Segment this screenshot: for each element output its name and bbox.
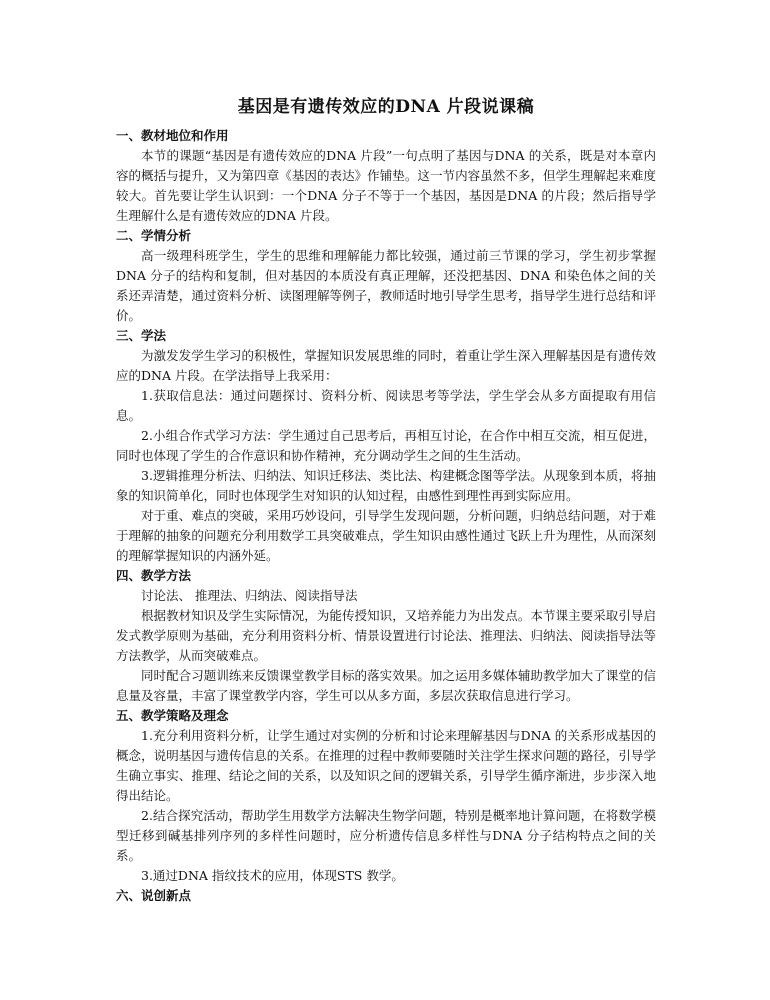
paragraph: 1.充分利用资料分析，让学生通过对实例的分析和讨论来理解基因与DNA 的关系形成基因的概念，说明基因与遗传信息的关系。在推理的过程中教师要随时关注学生探求问题的路径，引导学生确立事实、推理、结论之间的关系，以及知识之间的逻辑关系，引导学生循序渐进，步步深入地得出结论。 — [116, 728, 656, 803]
section-heading: 五、教学策略及理念 — [116, 708, 229, 723]
paragraph: 3.通过DNA 指纹技术的应用，体现STS 教学。 — [141, 868, 404, 883]
section-heading: 一、教材地位和作用 — [116, 128, 229, 143]
paragraph: 3.逻辑推理分析法、归纳法、知识迁移法、类比法、构建概念图等学法。从现象到本质，将抽象的知识简单化，同时也体现学生对知识的认知过程，由感性到理性再到实际应用。 — [116, 468, 656, 503]
paragraph: 讨论法、 推理法、归纳法、阅读指导法 — [141, 588, 358, 603]
document-title: 基因是有遗传效应的DNA 片段说课稿 — [237, 97, 535, 117]
paragraph: 对于重、难点的突破，采用巧妙设问，引导学生发现问题，分析问题，归纳总结问题，对于难于理解的抽象的问题充分利用数学工具突破难点，学生知识由感性通过飞跃上升为理性，从而深刻的理解掌握知识的内涵外延。 — [116, 508, 656, 563]
paragraph: 1.获取信息法：通过问题探讨、资料分析、阅读思考等学法，学生学会从多方面提取有用信息。 — [116, 388, 656, 423]
section-heading: 二、学情分析 — [116, 228, 192, 243]
section-teaching-methods — [116, 566, 656, 706]
section-teaching-strategy — [116, 706, 656, 886]
section-heading: 三、学法 — [116, 328, 167, 343]
paragraph: 本节的课题“基因是有遗传效应的DNA 片段”一句点明了基因与DNA 的关系，既是对本章内容的概括与提升，又为第四章《基因的表达》作铺垫。这一节内容虽然不多，但学生理解起来难度较大。首先要让学生认识到：一个DNA 分子不等于一个基因，基因是DNA 的片段；然后指导学生理解什么是有遗传效应的DNA 片段。 — [116, 148, 656, 223]
paragraph: 高一级理科班学生，学生的思维和理解能力都比较强，通过前三节课的学习，学生初步掌握DNA 分子的结构和复制，但对基因的本质没有真正理解，还没把基因、DNA 和染色体之间的关系还弄清楚，通过资料分析、读图理解等例子，教师适时地引导学生思考，指导学生进行总结和评价。 — [116, 248, 656, 323]
section-student-analysis — [116, 226, 656, 326]
section-learning-methods — [116, 326, 656, 566]
document-body — [116, 96, 656, 906]
section-heading: 六、说创新点 — [116, 888, 192, 903]
section-innovation — [116, 886, 656, 906]
paragraph: 根据教材知识及学生实际情况，为能传授知识，又培养能力为出发点。本节课主要采取引导启发式教学原则为基础，充分利用资料分析、情景设置进行讨论法、推理法、归纳法、阅读指导法等方法教学，从而突破难点。 — [116, 608, 656, 663]
section-textbook-position — [116, 126, 656, 226]
paragraph: 同时配合习题训练来反馈课堂教学目标的落实效果。加之运用多媒体辅助教学加大了课堂的信息量及容量，丰富了课堂教学内容，学生可以从多方面，多层次获取信息进行学习。 — [116, 668, 656, 703]
paragraph: 2.结合探究活动，帮助学生用数学方法解决生物学问题，特别是概率地计算问题，在将数学模型迁移到碱基排列序列的多样性问题时，应分析遗传信息多样性与DNA 分子结构特点之间的关系。 — [116, 808, 656, 863]
paragraph: 为激发发学生学习的积极性，掌握知识发展思维的同时，着重让学生深入理解基因是有遗传效应的DNA 片段。在学法指导上我采用： — [116, 348, 656, 383]
section-heading: 四、教学方法 — [116, 568, 192, 583]
paragraph: 2.小组合作式学习方法：学生通过自己思考后，再相互讨论，在合作中相互交流，相互促进，同时也体现了学生的合作意识和协作精神，充分调动学生之间的生生活动。 — [116, 428, 656, 463]
